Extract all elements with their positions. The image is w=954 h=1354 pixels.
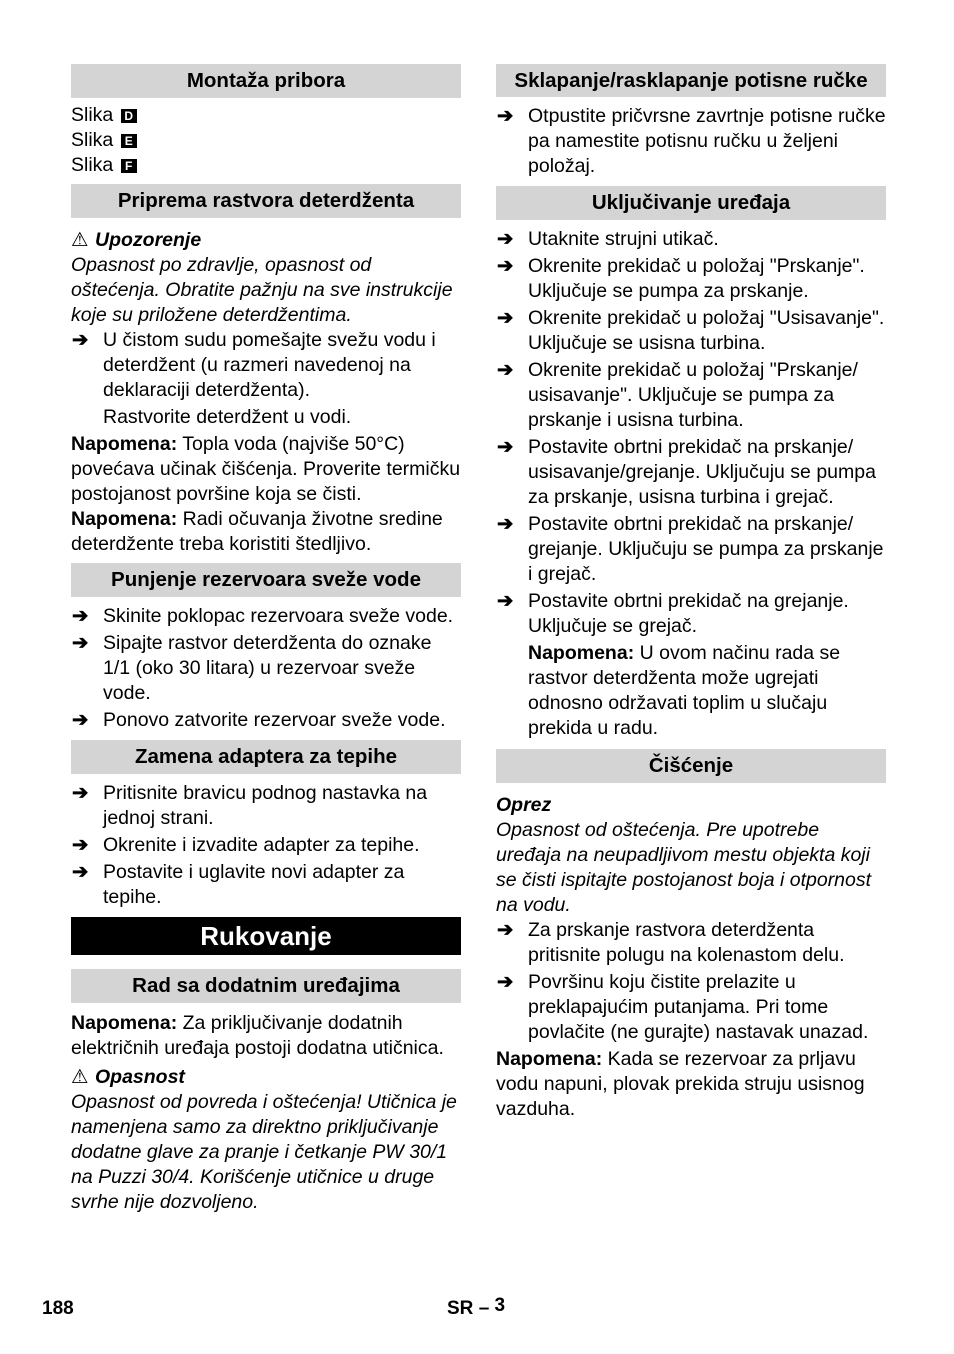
step-text: Okrenite prekidač u položaj "Prskanje". Uključuje se pumpa za prskanje.: [528, 255, 865, 302]
section-heading-priprema: Priprema rastvora deterdženta: [71, 184, 461, 218]
figure-label: Slika: [71, 154, 114, 176]
note-label: Napomena:: [71, 508, 178, 530]
figure-key: F: [121, 159, 137, 173]
step-item: [71, 631, 461, 706]
warning-title-text: Upozorenje: [95, 229, 202, 251]
left-column: [71, 64, 461, 1215]
step-item: [71, 781, 461, 831]
arrow-right-icon: ➔: [72, 709, 89, 731]
arrow-right-icon: ➔: [497, 590, 514, 612]
footer-lang-code: [447, 1295, 506, 1320]
step-item: [496, 435, 886, 510]
arrow-right-icon: ➔: [72, 834, 89, 856]
figure-ref-d: [71, 103, 461, 128]
note-text: Topla voda (najviše 50°C) povećava učinak čišćenja. Proverite termičku postojanost površine koja se čisti.: [71, 433, 461, 505]
section-heading-montaza: Montaža pribora: [71, 64, 461, 98]
page-number: 188: [42, 1298, 74, 1319]
step-text: Ponovo zatvorite rezervoar sveže vode.: [103, 709, 446, 731]
section-heading-rad: Rad sa dodatnim uređajima: [71, 969, 461, 1003]
section-heading-ukljucivanje: Uključivanje uređaja: [496, 186, 886, 220]
caution-text: Opasnost od oštećenja. Pre upotrebe uređaja na neupadljivom mestu objekta koji se čisti ispitajte postojanost boja i otpornost na vodu.: [496, 819, 872, 916]
figure-key: D: [121, 109, 137, 123]
arrow-right-icon: ➔: [72, 861, 89, 883]
note-label: Napomena:: [71, 433, 178, 455]
figure-key: E: [121, 134, 137, 148]
step-item: [71, 860, 461, 910]
note-text: Kada se rezervoar za prljavu vodu napuni, plovak prekida struju usisnog vazduha.: [496, 1048, 865, 1120]
danger-text: Opasnost od povreda i oštećenja! Utičnica je namenjena samo za direktno priključivanje dodatne glave za pranje i četkanje PW 30/1 na Puzzi 30/4. Korišćenje utičnice u druge svrhe nije dozvoljeno.: [71, 1091, 457, 1213]
step-item: [496, 918, 886, 968]
arrow-right-icon: ➔: [497, 105, 514, 127]
arrow-right-icon: ➔: [72, 605, 89, 627]
warning-text: Opasnost po zdravlje, opasnost od oštećenja. Obratite pažnju na sve instrukcije koje su priložene deterdžentima.: [71, 254, 453, 326]
note-paragraph: [71, 507, 461, 557]
arrow-right-icon: ➔: [497, 513, 514, 535]
arrow-right-icon: ➔: [497, 228, 514, 250]
section-heading-ciscenje: Čišćenje: [496, 749, 886, 783]
step-item: [71, 604, 461, 629]
note-text: U ovom načinu rada se rastvor deterdženta može ugrejati odnosno održavati toplim u slučaju prekida u radu.: [528, 642, 841, 739]
step-item: [496, 970, 886, 1045]
step-text: Pritisnite bravicu podnog nastavka na jednoj strani.: [103, 782, 428, 829]
section-heading-sklapanje: Sklapanje/rasklapanje potisne ručke: [496, 64, 886, 97]
note-paragraph: [71, 1011, 461, 1061]
step-text: Sipajte rastvor deterdženta do oznake 1/1 (oko 30 litara) u rezervoar sveže vode.: [103, 632, 432, 704]
step-text: Za prskanje rastvora deterdženta pritisnite polugu na kolenastom delu.: [528, 919, 845, 966]
step-item: [496, 512, 886, 587]
arrow-right-icon: ➔: [72, 329, 89, 351]
figure-label: Slika: [71, 129, 114, 151]
note-paragraph: [496, 1047, 886, 1122]
figure-ref-e: [71, 128, 461, 153]
step-text: Okrenite i izvadite adapter za tepihe.: [103, 834, 420, 856]
step-item: [71, 708, 461, 733]
step-text: Otpustite pričvrsne zavrtnje potisne ručke pa namestite potisnu ručku u željeni položaj.: [528, 105, 886, 177]
note-text: Za priključivanje dodatnih električnih uređaja postoji dodatna utičnica.: [71, 1012, 444, 1059]
step-item: [496, 254, 886, 304]
step-text: Površinu koju čistite prelazite u preklapajućim putanjama. Pri tome povlačite (ne gurajte) nastavak unazad.: [528, 971, 869, 1043]
caution-title: Oprez: [496, 794, 552, 816]
step-item: [496, 306, 886, 356]
warning-triangle-icon: ⚠: [71, 1066, 89, 1088]
note-label: Napomena:: [71, 1012, 178, 1034]
arrow-right-icon: ➔: [72, 632, 89, 654]
danger-title-text: Opasnost: [95, 1066, 185, 1088]
chapter-heading-rukovanje: Rukovanje: [71, 917, 461, 955]
arrow-right-icon: ➔: [497, 359, 514, 381]
step-item: [496, 104, 886, 179]
warning-title: [71, 228, 461, 253]
step-text: Okrenite prekidač u položaj "Prskanje/ usisavanje". Uključuje se pumpa za prskanje i usisna turbina.: [528, 359, 858, 431]
step-item: [496, 589, 886, 639]
step-text: Postavite i uglavite novi adapter za tepihe.: [103, 861, 405, 908]
step-sub-text: Rastvorite deterdžent u vodi.: [103, 406, 352, 428]
arrow-right-icon: ➔: [497, 255, 514, 277]
step-text: Utaknite strujni utikač.: [528, 228, 719, 250]
lang-label: SR: [447, 1298, 474, 1319]
step-text: Okrenite prekidač u položaj "Usisavanje". Uključuje se usisna turbina.: [528, 307, 885, 354]
section-heading-punjenje: Punjenje rezervoara sveže vode: [71, 563, 461, 597]
note-paragraph: [496, 641, 886, 741]
arrow-right-icon: ➔: [497, 971, 514, 993]
figure-label: Slika: [71, 104, 114, 126]
note-label: Napomena:: [496, 1048, 603, 1070]
step-item: [71, 833, 461, 858]
section-heading-zamena: Zamena adaptera za tepihe: [71, 740, 461, 774]
danger-title: [71, 1065, 461, 1090]
arrow-right-icon: ➔: [72, 782, 89, 804]
note-paragraph: [71, 432, 461, 507]
arrow-right-icon: ➔: [497, 919, 514, 941]
step-text: Postavite obrtni prekidač na grejanje. Uključuje se grejač.: [528, 590, 849, 637]
step-text: Skinite poklopac rezervoara sveže vode.: [103, 605, 454, 627]
step-item: [71, 328, 461, 403]
arrow-right-icon: ➔: [497, 436, 514, 458]
note-text: Radi očuvanja životne sredine deterdžente treba koristiti štedljivo.: [71, 508, 443, 555]
sub-page-number: 3: [494, 1295, 506, 1316]
step-item: [496, 227, 886, 252]
footer-dash: –: [478, 1298, 490, 1319]
step-item: [496, 358, 886, 433]
step-text: Postavite obrtni prekidač na prskanje/ grejanje. Uključuju se pumpa za prskanje i grejač.: [528, 513, 884, 585]
step-text: U čistom sudu pomešajte svežu vodu i deterdžent (u razmeri navedenoj na deklaraciji deterdženta).: [103, 329, 436, 401]
step-text: Postavite obrtni prekidač na prskanje/ usisavanje/grejanje. Uključuju se pumpa za prskanje, usisna turbina i grejač.: [528, 436, 876, 508]
warning-triangle-icon: ⚠: [71, 229, 89, 251]
figure-ref-f: [71, 153, 461, 178]
arrow-right-icon: ➔: [497, 307, 514, 329]
right-column: [496, 64, 886, 1122]
note-label: Napomena:: [528, 642, 635, 664]
